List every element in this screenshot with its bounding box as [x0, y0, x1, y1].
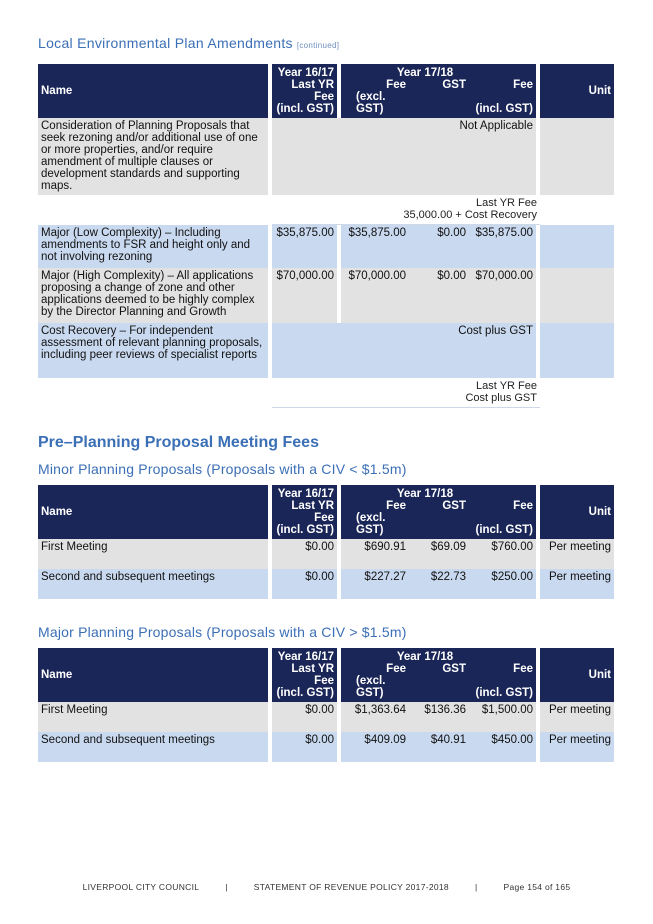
last-yr-fee-label: Last YR Fee — [476, 197, 537, 209]
minor-proposals-heading: Minor Planning Proposals (Proposals with a CIV < $1.5m) — [38, 461, 407, 477]
row-last-yr-fee: $35,875.00 — [272, 225, 341, 268]
spacer-cell — [540, 378, 614, 408]
header-unit: Unit — [540, 648, 614, 702]
header-unit: Unit — [540, 485, 614, 539]
table-row — [38, 268, 614, 323]
lep-fee-table — [38, 64, 614, 408]
row-last-yr-fee: $70,000.00 — [272, 268, 341, 323]
row-gst: $0.00 — [409, 268, 469, 323]
continued-label: [continued] — [296, 41, 340, 50]
footer-council: LIVERPOOL CITY COUNCIL — [82, 882, 200, 892]
header-gst-label: GST — [442, 79, 466, 91]
header-incl-gst-b: (incl. GST) — [475, 687, 533, 699]
row-fee-incl: $70,000.00 — [469, 268, 540, 323]
header-gst-label: GST — [442, 663, 466, 675]
header-year-1718: Year 17/18 — [396, 488, 454, 500]
row-unit: Per meeting — [540, 569, 614, 599]
header-incl-gst-b: (incl. GST) — [475, 103, 533, 115]
table-row — [38, 118, 614, 195]
minor-fee-table — [38, 485, 614, 599]
row-name: Major (High Complexity) – All applications proposing a change of zone and other applications deemed to be highly complex by the Director Planning and Growth — [38, 268, 272, 323]
major-fee-table — [38, 648, 614, 762]
spacer-cell — [540, 195, 614, 225]
row-gst: $40.91 — [409, 732, 469, 762]
row-fee-incl: $250.00 — [469, 569, 540, 599]
row-fee-excl: $227.27 — [341, 569, 409, 599]
header-year-1718: Year 17/18 — [396, 67, 454, 79]
header-fee-incl-label: Fee — [513, 663, 533, 675]
header-last-yr — [272, 485, 341, 539]
row-unit — [540, 225, 614, 268]
table-row — [38, 225, 614, 268]
header-fee-incl — [469, 485, 540, 539]
header-year-1718: Year 17/18 — [396, 651, 454, 663]
row-unit — [540, 323, 614, 378]
major-proposals-heading: Major Planning Proposals (Proposals with a CIV > $1.5m) — [38, 624, 407, 640]
row-unit — [540, 268, 614, 323]
pre-planning-heading: Pre–Planning Proposal Meeting Fees — [38, 434, 319, 451]
header-excl-gst: (excl. GST) — [356, 91, 386, 115]
header-incl-gst-a: (incl. GST) — [276, 687, 334, 699]
row-unit — [540, 118, 614, 195]
table-header-row — [38, 648, 614, 702]
last-yr-fee-note — [272, 378, 540, 408]
header-last-yr — [272, 64, 341, 118]
row-name: Cost Recovery – For independent assessment of relevant planning proposals, including peer reviews of specialist reports — [38, 323, 272, 378]
header-year-1617: Year 16/17 — [277, 651, 334, 663]
header-incl-gst-a: (incl. GST) — [276, 103, 334, 115]
last-yr-fee-row — [38, 378, 614, 408]
spacer-cell — [38, 195, 272, 225]
row-unit: Per meeting — [540, 539, 614, 569]
row-name: Consideration of Planning Proposals that seek rezoning and/or additional use of one or more properties, and/or require amendment of multiple clauses or development standards and supporting maps. — [38, 118, 272, 195]
header-incl-gst-b: (incl. GST) — [475, 524, 533, 536]
table-row — [38, 539, 614, 569]
footer-page-number: Page 154 of 165 — [503, 882, 571, 892]
header-year-1617: Year 16/17 — [277, 67, 334, 79]
header-fee — [341, 64, 454, 118]
table-row — [38, 569, 614, 599]
header-excl-gst: (excl. GST) — [356, 512, 386, 536]
footer-policy: STATEMENT OF REVENUE POLICY 2017-2018 — [253, 882, 449, 892]
header-fee-label: Fee — [386, 500, 406, 512]
row-name: Second and subsequent meetings — [38, 732, 272, 762]
header-name: Name — [38, 648, 272, 702]
page-footer — [0, 882, 653, 892]
table-header-row — [38, 64, 614, 118]
row-not-applicable: Not Applicable — [272, 118, 540, 195]
row-fee-incl: $35,875.00 — [469, 225, 540, 268]
last-yr-fee-value: 35,000.00 + Cost Recovery — [403, 209, 537, 221]
row-last-yr-fee: $0.00 — [272, 539, 341, 569]
row-cost-plus-gst: Cost plus GST — [272, 323, 540, 378]
last-yr-fee-note — [272, 195, 540, 225]
row-unit: Per meeting — [540, 702, 614, 732]
row-fee-excl: $1,363.64 — [341, 702, 409, 732]
row-fee-incl: $1,500.00 — [469, 702, 540, 732]
table-row — [38, 702, 614, 732]
header-year-1617: Year 16/17 — [277, 488, 334, 500]
row-last-yr-fee: $0.00 — [272, 702, 341, 732]
row-gst: $22.73 — [409, 569, 469, 599]
header-excl-gst: (excl. GST) — [356, 675, 386, 699]
row-gst: $136.36 — [409, 702, 469, 732]
last-yr-fee-label: Last YR Fee — [476, 380, 537, 392]
row-name: First Meeting — [38, 702, 272, 732]
row-fee-incl: $450.00 — [469, 732, 540, 762]
section-title — [38, 35, 339, 51]
footer-divider: | — [474, 882, 478, 892]
header-name: Name — [38, 485, 272, 539]
section-title-text: Local Environmental Plan Amendments — [38, 35, 293, 51]
header-incl-gst-a: (incl. GST) — [276, 524, 334, 536]
row-fee-incl: $760.00 — [469, 539, 540, 569]
header-fee-label: Fee — [386, 79, 406, 91]
header-fee-incl — [469, 64, 540, 118]
row-gst: $0.00 — [409, 225, 469, 268]
row-fee-excl: $70,000.00 — [341, 268, 409, 323]
header-last-yr-fee: Last YR Fee — [291, 663, 334, 687]
table-row — [38, 732, 614, 762]
header-name: Name — [38, 64, 272, 118]
header-fee — [341, 485, 454, 539]
table-row — [38, 323, 614, 378]
row-gst: $69.09 — [409, 539, 469, 569]
header-fee-incl — [469, 648, 540, 702]
header-last-yr-fee: Last YR Fee — [291, 500, 334, 524]
row-fee-excl: $35,875.00 — [341, 225, 409, 268]
row-name: First Meeting — [38, 539, 272, 569]
header-fee — [341, 648, 454, 702]
row-unit: Per meeting — [540, 732, 614, 762]
last-yr-fee-row — [38, 195, 614, 225]
footer-divider: | — [225, 882, 228, 892]
row-name: Major (Low Complexity) – Including amendments to FSR and height only and not involving rezoning — [38, 225, 272, 268]
row-fee-excl: $409.09 — [341, 732, 409, 762]
table-header-row — [38, 485, 614, 539]
header-unit: Unit — [540, 64, 614, 118]
header-fee-incl-label: Fee — [513, 79, 533, 91]
row-last-yr-fee: $0.00 — [272, 732, 341, 762]
header-last-yr-fee: Last YR Fee — [291, 79, 334, 103]
spacer-cell — [38, 378, 272, 408]
header-fee-label: Fee — [386, 663, 406, 675]
last-yr-fee-value: Cost plus GST — [465, 392, 537, 404]
header-last-yr — [272, 648, 341, 702]
header-gst-label: GST — [442, 500, 466, 512]
row-last-yr-fee: $0.00 — [272, 569, 341, 599]
header-fee-incl-label: Fee — [513, 500, 533, 512]
row-name: Second and subsequent meetings — [38, 569, 272, 599]
row-fee-excl: $690.91 — [341, 539, 409, 569]
